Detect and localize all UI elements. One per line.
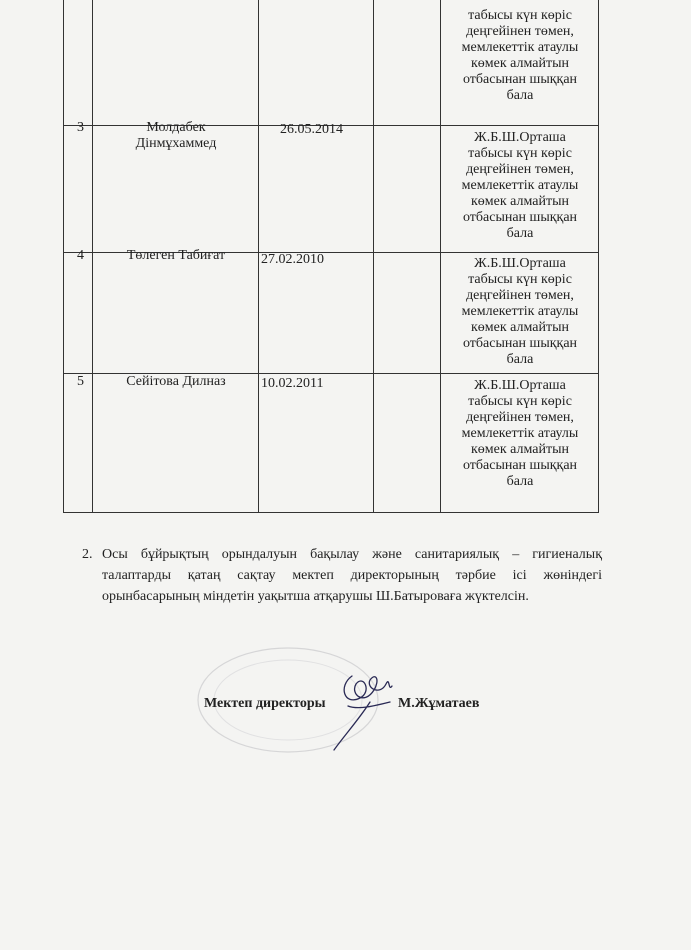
status-line: отбасынан шыққан xyxy=(462,210,578,225)
status-line: табысы күн көріс xyxy=(468,8,572,23)
signatory-title: Мектеп директоры xyxy=(204,696,326,711)
status-line: көмек алмайтын xyxy=(471,194,569,209)
table-row-separator xyxy=(63,512,599,513)
status-line: деңгейінен төмен, xyxy=(466,410,574,425)
table-border-left xyxy=(63,0,64,513)
status-line: көмек алмайтын xyxy=(471,56,569,71)
status-text xyxy=(441,256,599,368)
status-line: бала xyxy=(506,474,534,489)
name-line: Төлеген Табиғат xyxy=(126,248,226,263)
status-line: табысы күн көріс xyxy=(468,394,572,409)
status-line: мемлекеттік атаулы xyxy=(461,426,579,441)
child-name xyxy=(93,248,259,264)
status-line: мемлекеттік атаулы xyxy=(461,304,579,319)
status-line: бала xyxy=(506,88,534,103)
status-line: көмек алмайтын xyxy=(471,320,569,335)
status-line: отбасынан шыққан xyxy=(462,72,578,87)
status-line: отбасынан шыққан xyxy=(462,458,578,473)
row-number: 5 xyxy=(77,374,84,389)
children-table xyxy=(63,0,599,513)
name-line: Сейітова Дилназ xyxy=(126,374,226,389)
paragraph-number: 2. xyxy=(82,547,93,562)
status-line: отбасынан шыққан xyxy=(462,336,578,351)
birth-date: 26.05.2014 xyxy=(280,122,343,137)
status-line: мемлекеттік атаулы xyxy=(461,178,579,193)
order-paragraph xyxy=(82,544,602,607)
row-number: 4 xyxy=(77,248,84,263)
status-line: Ж.Б.Ш.Орташа xyxy=(474,130,566,145)
name-line: Молдабек xyxy=(146,120,206,135)
birth-date: 27.02.2010 xyxy=(261,252,324,267)
child-name xyxy=(93,120,259,152)
child-name xyxy=(93,374,259,390)
status-text xyxy=(441,130,599,242)
paragraph-text: Осы бұйрықтың орындалуын бақылау және санитариялық – гигиеналық талаптарды қатаң сақтау мектеп директорының тәрбие ісі жөніндегі орынбасарының міндетін уақытша атқарушы Ш.Батыроваға жүктелсін. xyxy=(102,547,602,604)
signatory-name: М.Жұматаев xyxy=(398,696,480,711)
table-row xyxy=(441,8,599,104)
status-line: деңгейінен төмен, xyxy=(466,24,574,39)
status-line: табысы күн көріс xyxy=(468,146,572,161)
status-line: бала xyxy=(506,352,534,367)
status-line: мемлекеттік атаулы xyxy=(461,40,579,55)
birth-date: 10.02.2011 xyxy=(261,376,324,391)
status-line: деңгейінен төмен, xyxy=(466,162,574,177)
name-line: Дінмұхаммед xyxy=(135,136,217,151)
table-divider-date xyxy=(373,0,374,513)
status-line: Ж.Б.Ш.Орташа xyxy=(474,256,566,271)
status-line: деңгейінен төмен, xyxy=(466,288,574,303)
status-line: бала xyxy=(506,226,534,241)
status-text xyxy=(441,378,599,490)
status-line: көмек алмайтын xyxy=(471,442,569,457)
row-number: 3 xyxy=(77,120,84,135)
status-line: табысы күн көріс xyxy=(468,272,572,287)
status-line: Ж.Б.Ш.Орташа xyxy=(474,378,566,393)
